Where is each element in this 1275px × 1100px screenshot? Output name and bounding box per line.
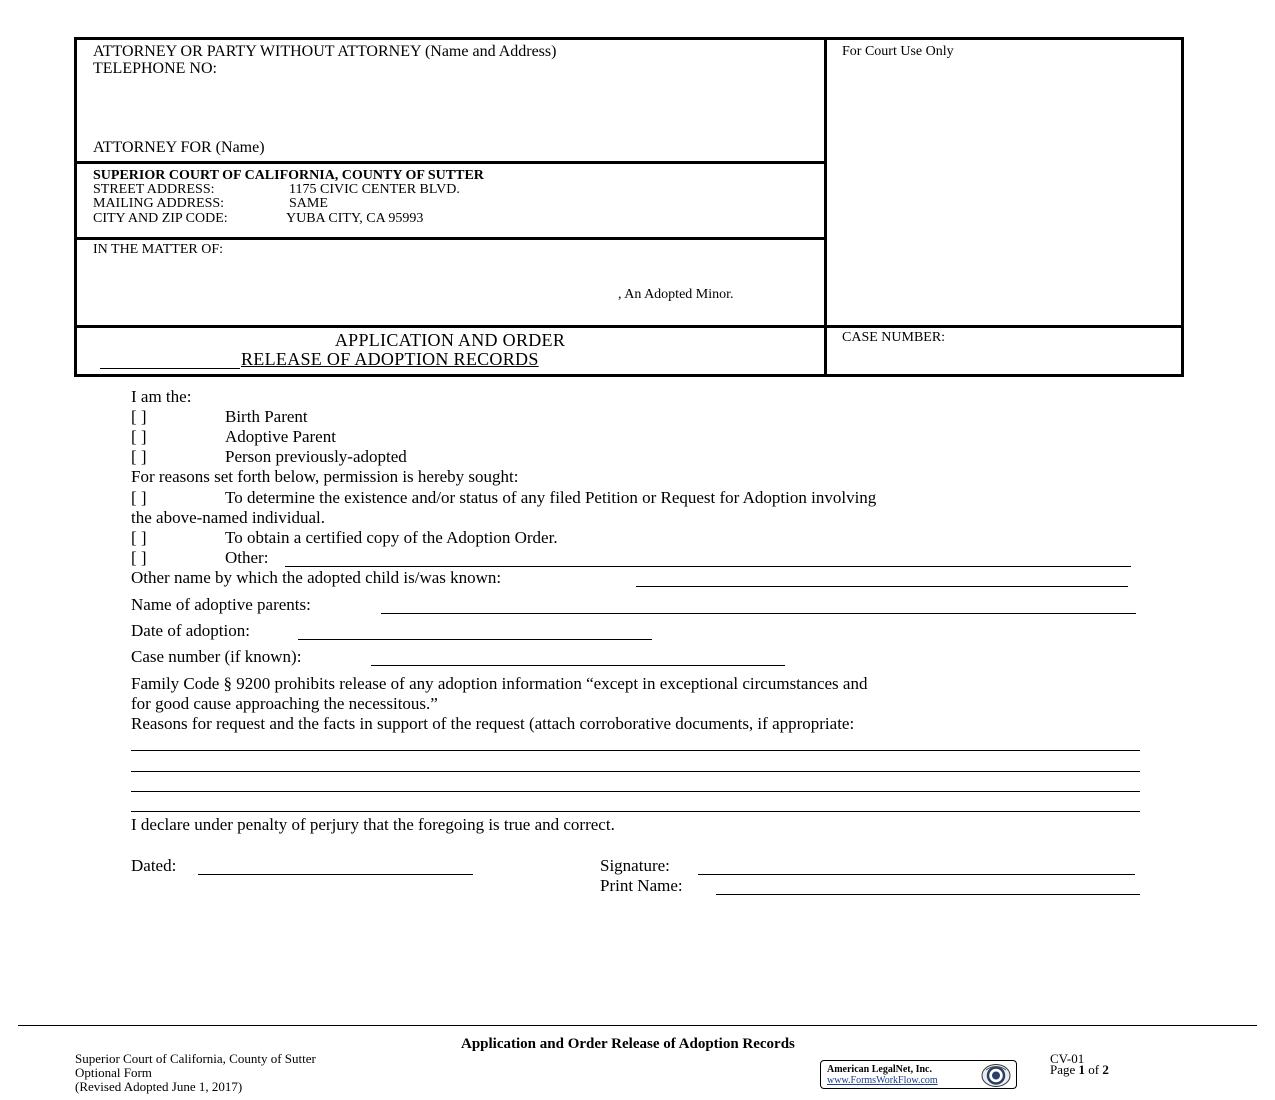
other-name-label: Other name by which the adopted child is/was known: [131,568,502,587]
city-label: CITY AND ZIP CODE: [93,211,228,226]
form-title-line2: RELEASE OF ADOPTION RECORDS [241,349,539,369]
dated-field[interactable] [198,874,473,875]
globe-icon [979,1063,1013,1088]
declaration-text: I declare under penalty of perjury that the foregoing is true and correct. [131,815,615,834]
option-adoptive-parent: Adoptive Parent [225,427,336,446]
date-adoption-field[interactable] [298,639,652,640]
logo-url[interactable]: www.FormsWorkFlow.com [827,1075,938,1086]
option-birth-parent: Birth Parent [225,407,308,426]
attorney-for-label: ATTORNEY FOR (Name) [93,139,265,156]
case-number-known-label: Case number (if known): [131,647,302,666]
signature-field[interactable] [698,874,1135,875]
footer-court: Superior Court of California, County of Sutter [75,1051,316,1066]
adoptive-parents-label: Name of adoptive parents: [131,595,311,614]
forms-workflow-logo[interactable] [820,1060,1017,1089]
city-value: YUBA CITY, CA 95993 [286,211,424,226]
footer-title: Application and Order Release of Adoption Records [461,1036,795,1052]
reasons-line-4[interactable] [131,811,1140,812]
street-label: STREET ADDRESS: [93,182,215,197]
reason-other-label: Other: [225,548,269,567]
title-blank-line [100,368,240,369]
footer-divider [18,1025,1257,1026]
reasons-request-label: Reasons for request and the facts in support of the request (attach corroborative documents, if appropriate: [131,714,855,733]
matter-label: IN THE MATTER OF: [93,242,224,257]
checkbox-person-adopted[interactable]: [ ] [131,447,147,466]
street-value: 1175 CIVIC CENTER BLVD. [289,182,460,197]
reasons-line-3[interactable] [131,791,1140,792]
reasons-intro: For reasons set forth below, permission is hereby sought: [131,467,519,486]
adoptive-parents-field[interactable] [381,613,1136,614]
telephone-label: TELEPHONE NO: [93,60,217,77]
other-name-field[interactable] [636,586,1128,587]
checkbox-reason-copy[interactable]: [ ] [131,528,147,547]
reason-determine-a: To determine the existence and/or status of any filed Petition or Request for Adoption involving [225,488,877,507]
dated-label: Dated: [131,856,177,875]
reason-copy: To obtain a certified copy of the Adoption Order. [225,528,558,547]
page-total: 2 [1102,1062,1109,1077]
mailing-value: SAME [289,196,328,211]
signature-label: Signature: [600,856,670,875]
i-am-label: I am the: [131,387,192,406]
attorney-label: ATTORNEY OR PARTY WITHOUT ATTORNEY (Name and Address) [93,43,557,60]
mailing-label: MAILING ADDRESS: [93,196,225,211]
family-code-text-b: for good cause approaching the necessitous.” [131,694,438,713]
print-name-field[interactable] [716,894,1140,895]
reasons-line-2[interactable] [131,771,1140,772]
reason-determine-b: the above-named individual. [131,508,326,527]
footer-optional-form: Optional Form [75,1065,152,1080]
checkbox-birth-parent[interactable]: [ ] [131,407,147,426]
page-number: 1 [1078,1062,1086,1077]
family-code-text-a: Family Code § 9200 prohibits release of any adoption information “except in exceptional circumstances and [131,674,868,693]
other-reason-field[interactable] [285,566,1131,567]
case-number-label: CASE NUMBER: [842,330,946,345]
checkbox-adoptive-parent[interactable]: [ ] [131,427,147,446]
page-indicator [1050,1063,1109,1078]
footer-revised: (Revised Adopted June 1, 2017) [75,1079,243,1094]
checkbox-reason-determine[interactable]: [ ] [131,488,147,507]
court-name: SUPERIOR COURT OF CALIFORNIA, COUNTY OF SUTTER [93,168,484,183]
date-adoption-label: Date of adoption: [131,621,250,640]
checkbox-reason-other[interactable]: [ ] [131,548,147,567]
print-name-label: Print Name: [600,876,683,895]
option-person-adopted: Person previously-adopted [225,447,407,466]
page-of-label: of [1088,1062,1100,1077]
logo-company-name: American LegalNet, Inc. [827,1064,932,1075]
case-number-known-field[interactable] [371,665,785,666]
court-use-box [824,37,1184,328]
form-code: CV-01 [1050,1051,1085,1066]
adopted-minor-label: , An Adopted Minor. [618,287,734,302]
page-label: Page [1050,1062,1076,1077]
reasons-line-1[interactable] [131,750,1140,751]
form-title-line1: APPLICATION AND ORDER [334,330,566,350]
court-use-label: For Court Use Only [842,44,954,59]
